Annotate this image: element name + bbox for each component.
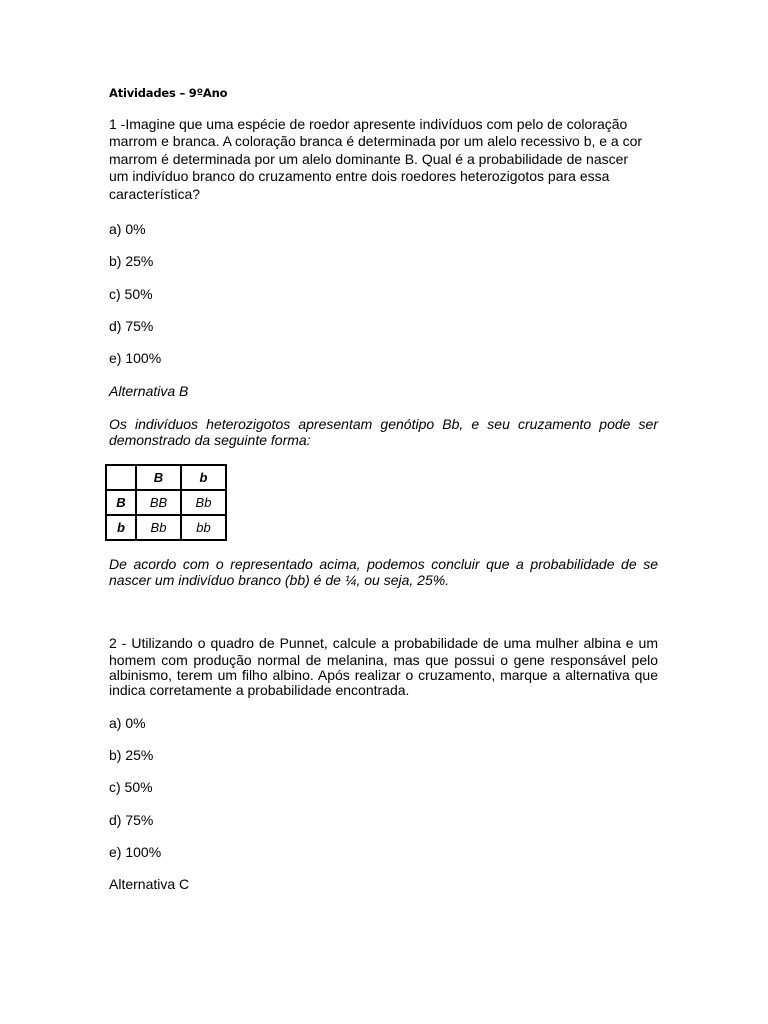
question-2-line: albinismo, terem um filho albino. Após realizar o cruzamento, marque a alternativa que: [109, 667, 658, 683]
punnett-cell: [107, 466, 137, 491]
question-1-explanation-line: Os indivíduos heterozigotos apresentam genótipo Bb, e seu cruzamento pode ser: [109, 416, 658, 432]
punnett-cell: bb: [196, 520, 211, 535]
punnett-row: [107, 491, 225, 516]
punnett-square: [105, 464, 227, 541]
question-1-line: um indivíduo branco do cruzamento entre dois roedores heterozigotos para essa: [109, 168, 610, 184]
question-2-option-e: e) 100%: [109, 844, 162, 860]
question-1-option-e: e) 100%: [109, 350, 162, 366]
question-2-option-a: a) 0%: [109, 715, 146, 731]
question-1-option-d: d) 75%: [109, 318, 154, 334]
punnett-cell: Bb: [137, 516, 182, 539]
punnett-cell: B: [137, 466, 182, 491]
question-1-explanation-line: demonstrado da seguinte forma:: [109, 432, 311, 448]
punnett-cell: b: [107, 516, 137, 539]
punnett-cell: Bb: [182, 491, 225, 516]
question-2-option-c: c) 50%: [109, 779, 153, 795]
question-1-option-c: c) 50%: [109, 286, 153, 302]
question-1-line: marrom e branca. A coloração branca é determinada por um alelo recessivo b, e a cor: [109, 133, 643, 149]
question-2-answer: Alternativa C: [109, 876, 190, 892]
question-2-line: 2 - Utilizando o quadro de Punnet, calcule a probabilidade de uma mulher albina e um: [109, 635, 658, 651]
question-1-option-b: b) 25%: [109, 253, 154, 269]
question-1-answer: Alternativa B: [109, 383, 189, 399]
question-1-conclusion-line: De acordo com o representado acima, podemos concluir que a probabilidade de se: [109, 556, 658, 572]
punnett-row: [107, 516, 225, 539]
question-2-option-b: b) 25%: [109, 747, 154, 763]
page-heading: Atividades – 9ºAno: [109, 86, 228, 100]
question-1-line: marrom é determinada por um alelo dominante B. Qual é a probabilidade de nascer: [109, 151, 629, 167]
punnett-cell: b: [182, 466, 225, 491]
question-1-option-a: a) 0%: [109, 221, 146, 237]
punnett-cell: BB: [137, 491, 182, 516]
question-1-conclusion-line: nascer um indivíduo branco (bb) é de ¼, ou seja, 25%.: [109, 572, 450, 588]
question-2-line: indica corretamente a probabilidade encontrada.: [109, 682, 410, 698]
question-1-line: 1 -Imagine que uma espécie de roedor apresente indivíduos com pelo de coloração: [109, 116, 628, 132]
question-1-line: característica?: [109, 186, 201, 202]
punnett-cell: B: [107, 491, 137, 516]
question-2-option-d: d) 75%: [109, 812, 154, 828]
question-2-line: homem com produção normal de melanina, mas que possui o gene responsável pelo: [109, 652, 658, 668]
punnett-header-row: [107, 466, 225, 491]
